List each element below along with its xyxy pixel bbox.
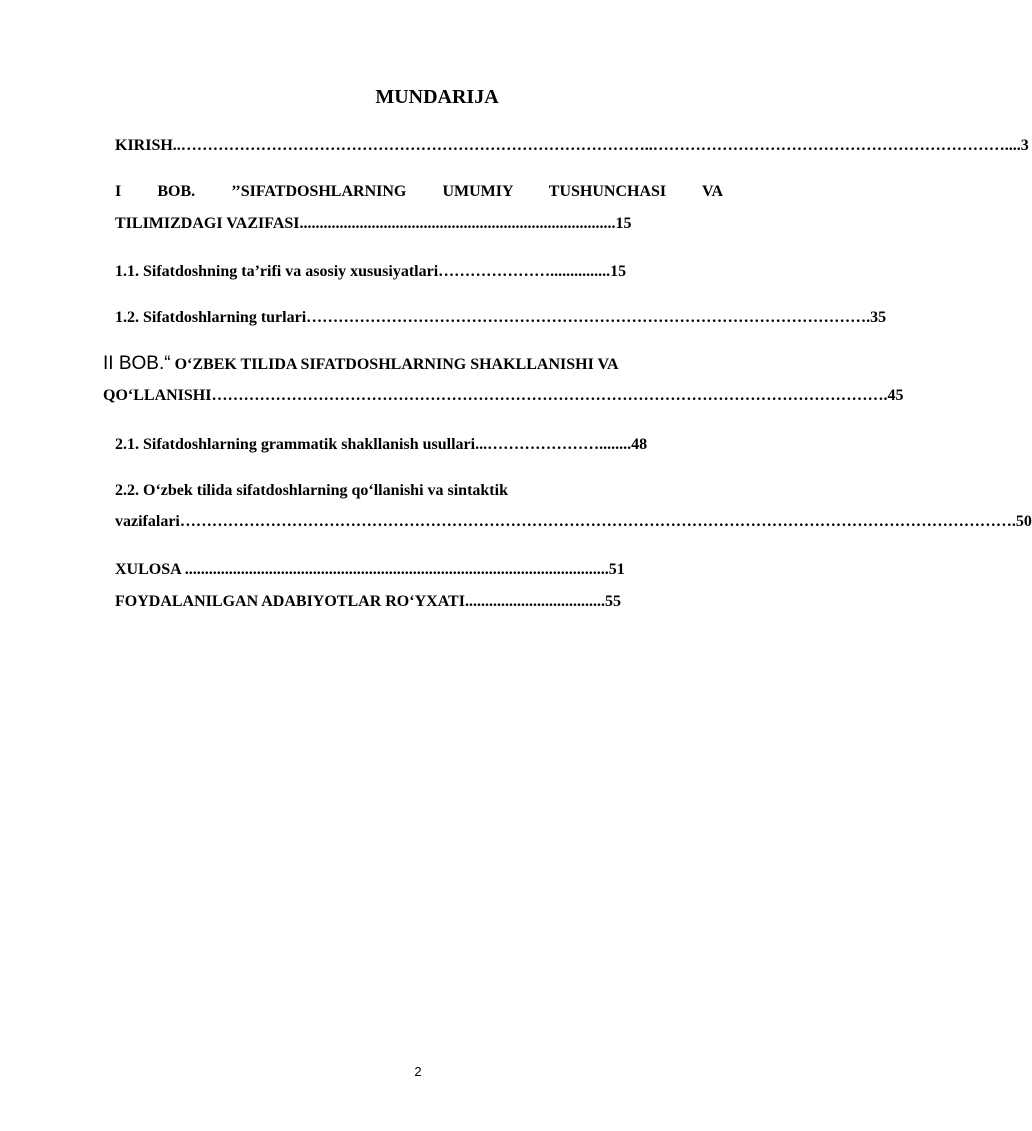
toc-entry-section-1-2: 1.2. Sifatdoshlarning turlari…………………………………………………………………………………………….35: [115, 309, 887, 326]
toc-entry-section-2-1: 2.1. Sifatdoshlarning grammatik shakllanish usullari...…………………........48: [115, 436, 648, 453]
toc-entry-section-2-2-line-2: vazifalari………………………………………………………………………………………………………………………………………….50: [115, 513, 1032, 530]
toc-entry-chapter-1-line-2: TILIMIZDAGI VAZIFASI...............................................................................15: [115, 215, 632, 232]
page-number: 2: [414, 1064, 422, 1079]
toc-entry-chapter-2-line-2: QO‘LLANISHI……………………………………………………………………………………………………………….45: [103, 387, 904, 404]
toc-entry-section-2-2-line-1: 2.2. O‘zbek tilida sifatdoshlarning qo‘llanishi va sintaktik: [115, 482, 508, 499]
toc-title: MUNDARIJA: [375, 86, 499, 108]
toc-entry-kirish: KIRISH..……………………………………………………………………………..…………………………………………………………....3: [115, 137, 1029, 154]
toc-entry-xulosa: XULOSA ..........................................................................................................51: [115, 561, 625, 578]
toc-entry-bibliography: FOYDALANILGAN ADABIYOTLAR RO‘YXATI...................................55: [115, 593, 621, 610]
toc-entry-chapter-2-title: O‘ZBEK TILIDA SIFATDOSHLARNING SHAKLLANISHI VA: [170, 356, 619, 373]
toc-entry-chapter-1-line-1: I BOB. ’’SIFATDOSHLARNING UMUMIY TUSHUNCHASI VA: [115, 183, 723, 200]
toc-entry-chapter-2-line-1: [103, 354, 725, 375]
toc-entry-section-1-1: 1.1. Sifatdoshning ta’rifi va asosiy xususiyatlari…………………...............15: [115, 263, 627, 280]
toc-entry-chapter-2-prefix: II BOB.“: [103, 353, 171, 374]
